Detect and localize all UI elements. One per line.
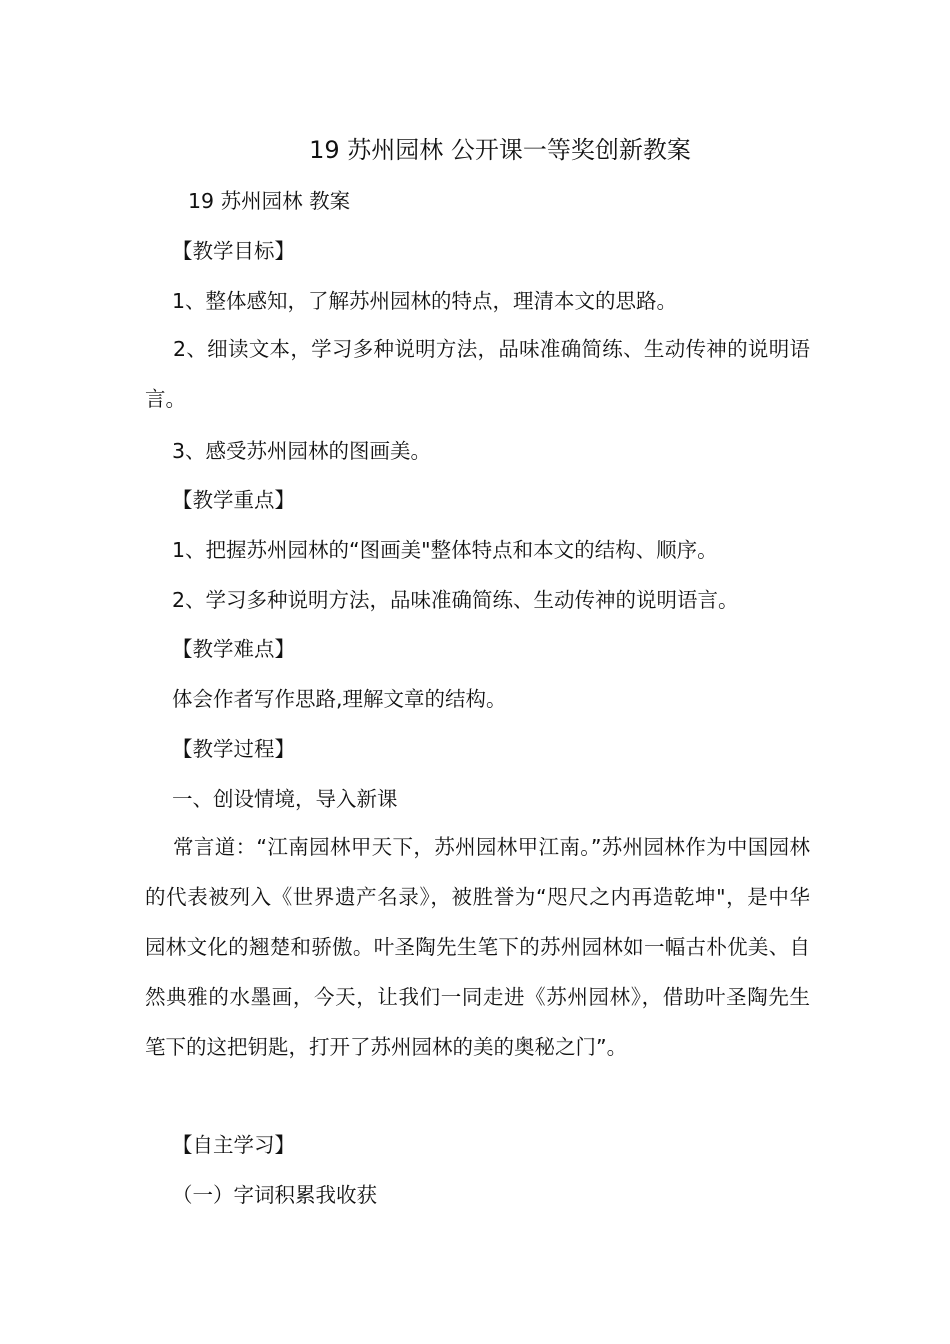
document-title: 19 苏州园林 公开课一等奖创新教案 bbox=[309, 136, 691, 164]
step1-heading: 一、创设情境，导入新课 bbox=[172, 787, 398, 811]
key-point-item-1: 1、把握苏州园林的“图画美"整体特点和本文的结构、顺序。 bbox=[172, 538, 718, 562]
self-study-heading: 【自主学习】 bbox=[172, 1133, 295, 1157]
document-subtitle: 19 苏州园林 教案 bbox=[188, 189, 351, 213]
goals-heading: 【教学目标】 bbox=[172, 239, 295, 263]
self-study-item-1: （一）字词积累我收获 bbox=[172, 1183, 377, 1207]
difficulties-heading: 【教学难点】 bbox=[172, 637, 295, 661]
goal-item-3: 3、感受苏州园林的图画美。 bbox=[172, 439, 432, 463]
goal-item-1: 1、整体感知，了解苏州园林的特点，理清本文的思路。 bbox=[172, 289, 678, 313]
process-heading: 【教学过程】 bbox=[172, 737, 295, 761]
key-points-heading: 【教学重点】 bbox=[172, 488, 295, 512]
goal-item-2: 2、细读文本，学习多种说明方法，品味准确简练、生动传神的说明语言。 bbox=[145, 337, 810, 411]
step1-paragraph: 常言道：“江南园林甲天下，苏州园林甲江南。”苏州园林作为中国园林的代表被列入《世界遗产名录》，被胜誉为“咫尺之内再造乾坤"，是中华园林文化的翘楚和骄傲。叶圣陶先生笔下的苏州园林如一幅古朴优美、自然典雅的水墨画，今天，让我们一同走进《苏州园林》，借助叶圣陶先生笔下的这把钥匙，打开了苏州园林的美的奥秘之门”。 bbox=[145, 835, 810, 1059]
difficulties-text: 体会作者写作思路,理解文章的结构。 bbox=[172, 687, 507, 711]
key-point-item-2: 2、学习多种说明方法，品味准确简练、生动传神的说明语言。 bbox=[172, 588, 739, 612]
